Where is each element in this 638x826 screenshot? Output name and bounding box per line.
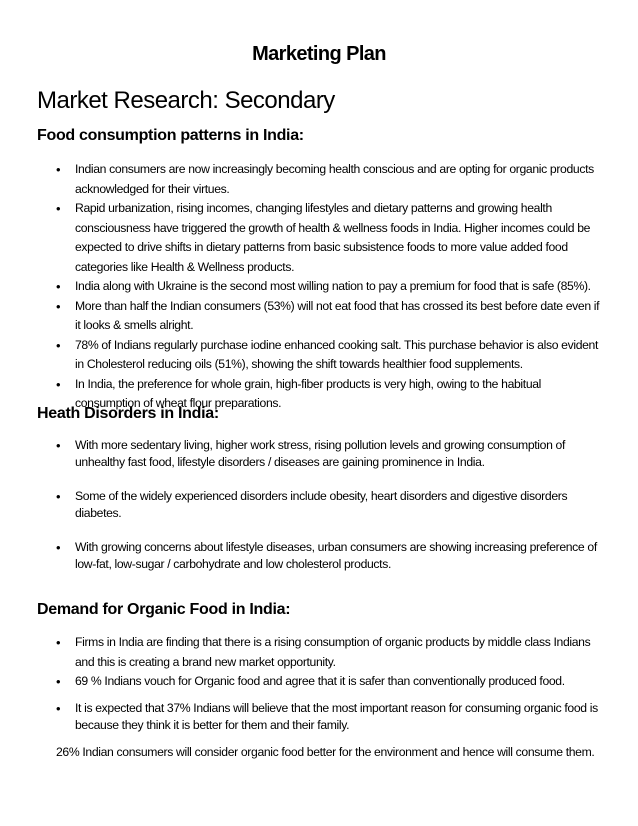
heading-health-disorders: Heath Disorders in India: — [37, 405, 219, 422]
list-item: • Rapid urbanization, rising incomes, changing lifestyles and dietary patterns and growing health consciousness have triggered the growth of health & wellness foods in India. Higher incomes could be expected to drive shifts in dietary patterns from basic subsistence foods to more value added food categories like Health & Wellness products. — [56, 199, 604, 277]
health-disorders-list — [56, 437, 604, 573]
list-item: • With more sedentary living, higher work stress, rising pollution levels and growing consumption of unhealthy fast food, lifestyle disorders / diseases are gaining prominence in India. — [56, 437, 604, 471]
list-item: • It is expected that 37% Indians will believe that the most important reason for consuming organic food is because they think it is better for them and their family. — [56, 700, 604, 734]
closing-paragraph: 26% Indian consumers will consider organic food better for the environment and hence will consume them. — [56, 745, 595, 759]
list-item: • 78% of Indians regularly purchase iodine enhanced cooking salt. This purchase behavior is also evident in Cholesterol reducing oils (51%), showing the shift towards healthier food supplements. — [56, 336, 604, 375]
list-item: • Indian consumers are now increasingly becoming health conscious and are opting for organic products acknowledged for their virtues. — [56, 160, 604, 199]
list-item: • In India, the preference for whole grain, high-fiber products is very high, owing to the habitual consumption of wheat flour preparations. — [56, 375, 604, 414]
list-item: • With growing concerns about lifestyle diseases, urban consumers are showing increasing preference of low-fat, low-sugar / carbohydrate and low cholesterol products. — [56, 539, 604, 573]
heading-food-consumption: Food consumption patterns in India: — [37, 127, 304, 144]
list-item: • 69 % Indians vouch for Organic food and agree that it is safer than conventionally produced food. — [56, 672, 604, 692]
food-consumption-list — [56, 160, 604, 414]
list-item: • More than half the Indian consumers (53%) will not eat food that has crossed its best before date even if it looks & smells alright. — [56, 297, 604, 336]
list-item: • Some of the widely experienced disorders include obesity, heart disorders and digestive disorders diabetes. — [56, 488, 604, 522]
heading-organic-demand: Demand for Organic Food in India: — [37, 601, 291, 618]
list-item: • Firms in India are finding that there is a rising consumption of organic products by middle class Indians and this is creating a brand new market opportunity. — [56, 633, 604, 672]
section-subtitle: Market Research: Secondary — [37, 87, 335, 114]
organic-demand-list — [56, 633, 604, 734]
list-item: • India along with Ukraine is the second most willing nation to pay a premium for food that is safe (85%). — [56, 277, 604, 297]
document-title: Marketing Plan — [252, 43, 386, 65]
